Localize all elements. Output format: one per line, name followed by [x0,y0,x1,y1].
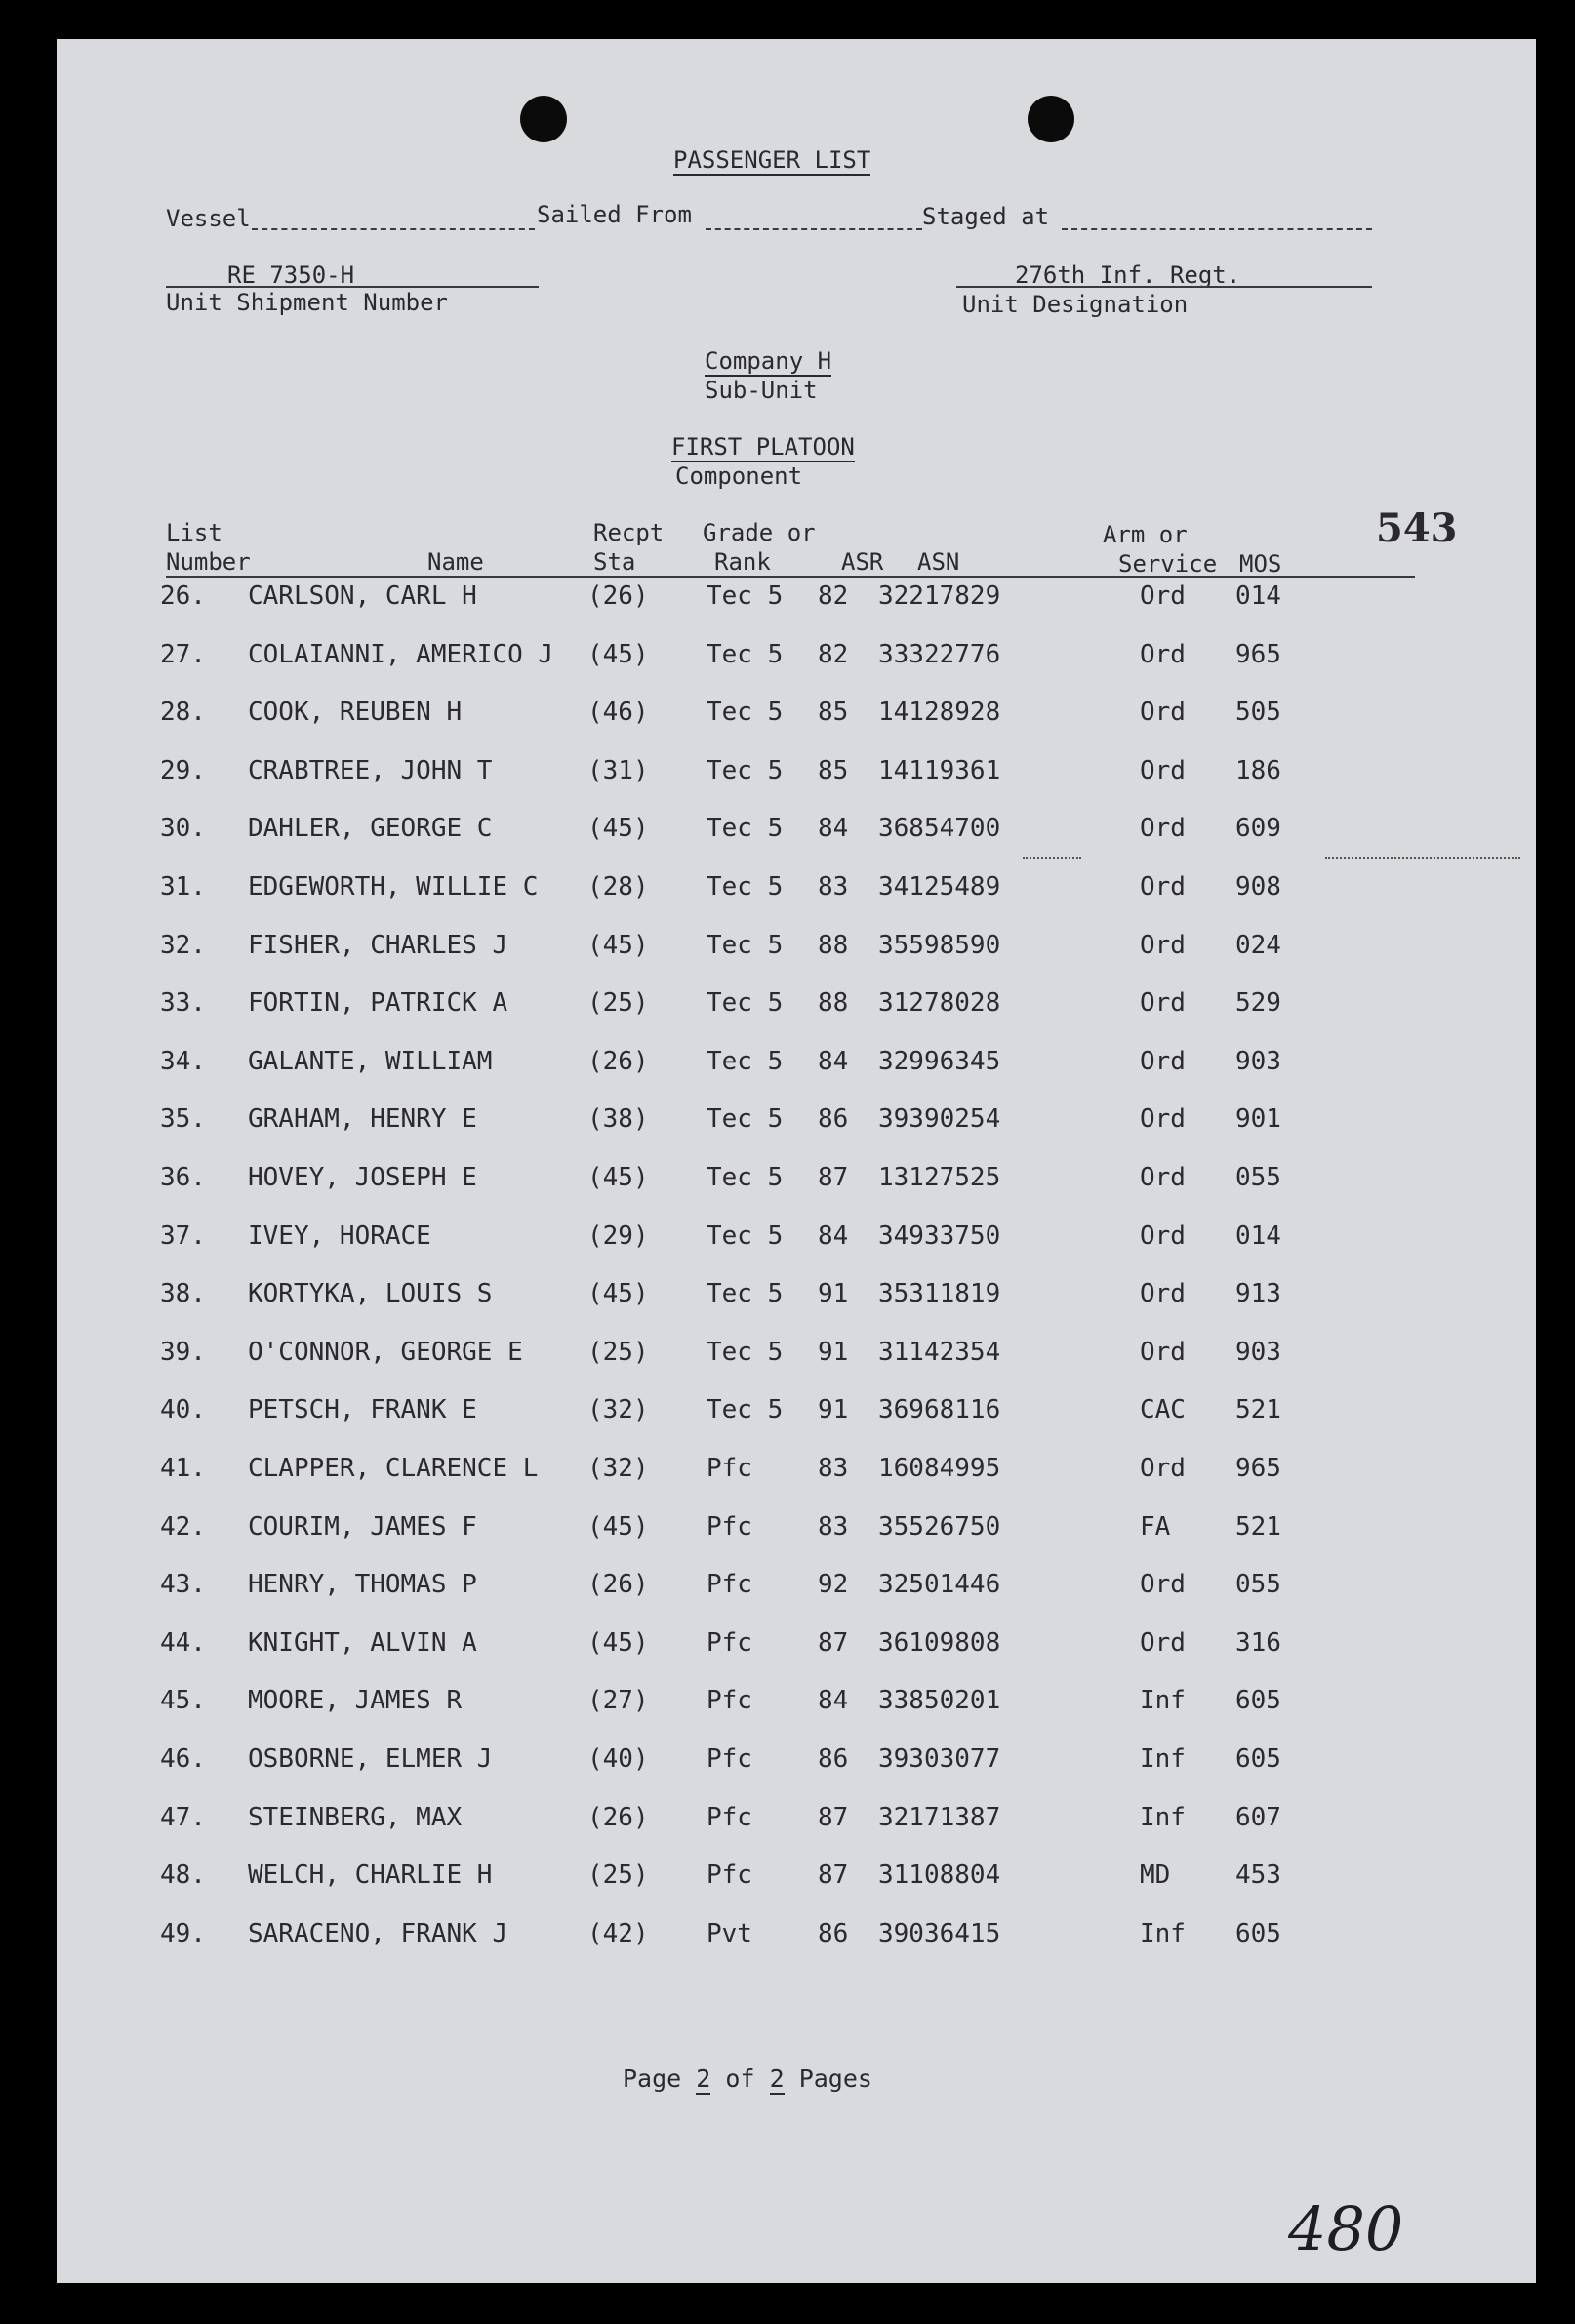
row-asn: 36109808 [878,1627,1001,1658]
row-asn: 36854700 [878,814,1001,844]
row-asn: 39036415 [878,1918,1001,1948]
row-recpt-sta: (45) [587,1627,649,1658]
row-recpt-sta: (42) [587,1918,649,1948]
row-asr: 91 [818,1395,849,1425]
row-rank: Tec 5 [707,698,784,728]
unit-shipment-number: RE 7350-H [227,261,355,289]
row-list-number: 36. [160,1163,206,1192]
row-rank: Tec 5 [707,755,784,785]
row-recpt-sta: (45) [587,814,649,844]
col-recpt-line2: Sta [593,548,636,576]
pages-word: Pages [798,2064,872,2093]
stray-mark [1023,857,1081,859]
row-asn: 31142354 [878,1337,1001,1367]
row-rank: Tec 5 [707,1337,784,1367]
unit-designation-underline [956,286,1372,288]
row-rank: Tec 5 [707,639,784,669]
col-arm-line2: Service [1118,550,1218,578]
col-grade-line1: Grade or [703,519,816,546]
row-asr: 83 [818,872,849,902]
row-arm-service: Ord [1140,1163,1186,1192]
row-asn: 31278028 [878,988,1001,1019]
sub-unit-value: Company H [705,347,832,375]
row-name: HENRY, THOMAS P [248,1570,477,1600]
row-mos: 529 [1235,988,1281,1019]
row-asn: 13127525 [878,1163,1001,1192]
unit-designation-label: Unit Designation [962,291,1189,318]
row-asn: 35311819 [878,1279,1001,1309]
row-asn: 39390254 [878,1104,1001,1135]
row-recpt-sta: (28) [587,872,649,902]
row-recpt-sta: (26) [587,1802,649,1832]
row-arm-service: Inf [1140,1918,1186,1948]
vessel-label: Vessel [166,205,251,232]
sailed-from-label: Sailed From [537,201,692,228]
row-name: KNIGHT, ALVIN A [248,1627,477,1658]
row-rank: Tec 5 [707,1104,784,1135]
row-name: COOK, REUBEN H [248,698,463,728]
row-mos: 903 [1235,1337,1281,1367]
row-recpt-sta: (25) [587,988,649,1019]
row-asr: 88 [818,988,849,1019]
row-rank: Tec 5 [707,814,784,844]
row-asn: 33322776 [878,639,1001,669]
row-rank: Pfc [707,1511,752,1542]
row-arm-service: Ord [1140,1454,1186,1483]
row-asr: 88 [818,930,849,960]
row-list-number: 43. [160,1570,206,1600]
row-recpt-sta: (45) [587,930,649,960]
row-recpt-sta: (45) [587,1163,649,1192]
col-list-number-line1: List [166,519,222,546]
row-rank: Tec 5 [707,930,784,960]
row-name: O'CONNOR, GEORGE E [248,1337,523,1367]
punch-hole-left [520,96,567,142]
row-rank: Tec 5 [707,1046,784,1076]
row-arm-service: Ord [1140,1104,1186,1135]
row-recpt-sta: (31) [587,755,649,785]
row-asn: 34125489 [878,872,1001,902]
col-grade-line2: Rank [714,548,771,576]
row-name: WELCH, CHARLIE H [248,1861,493,1891]
sub-unit-label: Sub-Unit [705,377,818,404]
row-asn: 33850201 [878,1686,1001,1716]
row-asr: 91 [818,1337,849,1367]
row-name: PETSCH, FRANK E [248,1395,477,1425]
row-asr: 87 [818,1627,849,1658]
row-rank: Tec 5 [707,872,784,902]
row-asn: 32996345 [878,1046,1001,1076]
row-name: GALANTE, WILLIAM [248,1046,493,1076]
row-arm-service: CAC [1140,1395,1186,1425]
row-arm-service: Ord [1140,872,1186,902]
row-arm-service: MD [1140,1861,1171,1891]
row-rank: Pfc [707,1802,752,1832]
row-name: COURIM, JAMES F [248,1511,477,1542]
row-asn: 32171387 [878,1802,1001,1832]
row-mos: 605 [1235,1686,1281,1716]
row-asr: 83 [818,1511,849,1542]
row-asn: 35526750 [878,1511,1001,1542]
row-mos: 901 [1235,1104,1281,1135]
row-asr: 83 [818,1454,849,1483]
page-word: Page [623,2064,682,2093]
row-mos: 605 [1235,1918,1281,1948]
row-asr: 86 [818,1744,849,1774]
row-mos: 186 [1235,755,1281,785]
row-list-number: 45. [160,1686,206,1716]
row-list-number: 44. [160,1627,206,1658]
handwritten-number: 480 [1288,2193,1404,2264]
row-mos: 965 [1235,1454,1281,1483]
row-mos: 607 [1235,1802,1281,1832]
vessel-blank-line [252,228,535,230]
row-list-number: 30. [160,814,206,844]
row-name: SARACENO, FRANK J [248,1918,508,1948]
row-arm-service: Inf [1140,1802,1186,1832]
row-asr: 84 [818,1221,849,1251]
row-arm-service: Ord [1140,1046,1186,1076]
punch-hole-right [1028,96,1074,142]
row-recpt-sta: (38) [587,1104,649,1135]
row-rank: Pfc [707,1744,752,1774]
row-arm-service: Ord [1140,814,1186,844]
row-mos: 903 [1235,1046,1281,1076]
document-title: PASSENGER LIST [673,146,871,174]
row-asn: 34933750 [878,1221,1001,1251]
row-mos: 505 [1235,698,1281,728]
row-list-number: 32. [160,930,206,960]
row-mos: 014 [1235,1221,1281,1251]
row-name: EDGEWORTH, WILLIE C [248,872,539,902]
row-name: STEINBERG, MAX [248,1802,463,1832]
row-rank: Pfc [707,1570,752,1600]
row-name: IVEY, HORACE [248,1221,431,1251]
row-mos: 605 [1235,1744,1281,1774]
row-recpt-sta: (32) [587,1395,649,1425]
row-recpt-sta: (26) [587,1570,649,1600]
row-arm-service: Ord [1140,755,1186,785]
row-recpt-sta: (32) [587,1454,649,1483]
row-arm-service: Ord [1140,1221,1186,1251]
row-rank: Tec 5 [707,1221,784,1251]
row-recpt-sta: (25) [587,1337,649,1367]
row-name: DAHLER, GEORGE C [248,814,493,844]
row-mos: 024 [1235,930,1281,960]
row-arm-service: Inf [1140,1686,1186,1716]
row-list-number: 40. [160,1395,206,1425]
col-recpt-line1: Recpt [593,519,665,546]
row-name: FISHER, CHARLES J [248,930,508,960]
row-list-number: 31. [160,872,206,902]
page-stamp-number: 543 [1376,505,1458,551]
row-arm-service: Ord [1140,639,1186,669]
row-rank: Pfc [707,1686,752,1716]
row-list-number: 38. [160,1279,206,1309]
row-asn: 32501446 [878,1570,1001,1600]
row-rank: Pfc [707,1454,752,1483]
row-asr: 85 [818,755,849,785]
row-recpt-sta: (25) [587,1861,649,1891]
row-recpt-sta: (46) [587,698,649,728]
row-arm-service: Ord [1140,581,1186,611]
row-asr: 84 [818,814,849,844]
row-mos: 014 [1235,581,1281,611]
row-asn: 32217829 [878,581,1001,611]
row-mos: 965 [1235,639,1281,669]
row-arm-service: Ord [1140,1279,1186,1309]
row-list-number: 42. [160,1511,206,1542]
col-asn: ASN [917,548,960,576]
row-asn: 39303077 [878,1744,1001,1774]
row-arm-service: Ord [1140,698,1186,728]
row-recpt-sta: (45) [587,639,649,669]
row-asn: 31108804 [878,1861,1001,1891]
page-current: 2 [696,2064,711,2093]
row-name: KORTYKA, LOUIS S [248,1279,493,1309]
row-recpt-sta: (29) [587,1221,649,1251]
row-name: CARLSON, CARL H [248,581,477,611]
row-list-number: 34. [160,1046,206,1076]
row-asr: 82 [818,581,849,611]
col-asr: ASR [841,548,884,576]
row-mos: 316 [1235,1627,1281,1658]
row-asr: 84 [818,1046,849,1076]
row-name: OSBORNE, ELMER J [248,1744,493,1774]
document-page [57,39,1536,2283]
row-rank: Pvt [707,1918,752,1948]
sailed-from-blank-line [706,228,922,230]
row-asr: 92 [818,1570,849,1600]
row-asn: 35598590 [878,930,1001,960]
row-list-number: 29. [160,755,206,785]
row-asr: 85 [818,698,849,728]
row-list-number: 46. [160,1744,206,1774]
row-list-number: 48. [160,1861,206,1891]
staged-at-label: Staged at [922,203,1050,230]
row-list-number: 49. [160,1918,206,1948]
row-mos: 453 [1235,1861,1281,1891]
row-asr: 86 [818,1104,849,1135]
row-name: MOORE, JAMES R [248,1686,463,1716]
row-name: GRAHAM, HENRY E [248,1104,477,1135]
stray-mark [1325,857,1520,859]
page-footer [623,2064,872,2093]
row-arm-service: Ord [1140,930,1186,960]
col-arm-line1: Arm or [1103,521,1188,548]
col-name: Name [427,548,484,576]
of-word: of [725,2064,755,2093]
row-rank: Tec 5 [707,988,784,1019]
row-list-number: 35. [160,1104,206,1135]
row-mos: 609 [1235,814,1281,844]
component-value: FIRST PLATOON [671,433,855,461]
row-list-number: 27. [160,639,206,669]
row-asn: 16084995 [878,1454,1001,1483]
row-mos: 521 [1235,1395,1281,1425]
col-list-number-line2: Number [166,548,251,576]
row-mos: 913 [1235,1279,1281,1309]
row-recpt-sta: (45) [587,1511,649,1542]
row-name: FORTIN, PATRICK A [248,988,508,1019]
page-total: 2 [769,2064,785,2093]
row-arm-service: Ord [1140,1337,1186,1367]
row-list-number: 28. [160,698,206,728]
row-name: CRABTREE, JOHN T [248,755,493,785]
row-recpt-sta: (45) [587,1279,649,1309]
row-rank: Tec 5 [707,1163,784,1192]
row-arm-service: FA [1140,1511,1171,1542]
row-asr: 82 [818,639,849,669]
row-asr: 87 [818,1861,849,1891]
row-arm-service: Ord [1140,1627,1186,1658]
row-asn: 36968116 [878,1395,1001,1425]
row-arm-service: Inf [1140,1744,1186,1774]
row-list-number: 39. [160,1337,206,1367]
row-mos: 055 [1235,1163,1281,1192]
row-list-number: 33. [160,988,206,1019]
row-list-number: 37. [160,1221,206,1251]
row-asr: 87 [818,1163,849,1192]
unit-shipment-number-label: Unit Shipment Number [166,289,448,316]
row-asr: 86 [818,1918,849,1948]
unit-shipment-underline [166,286,539,288]
col-mos: MOS [1239,550,1282,578]
row-rank: Pfc [707,1627,752,1658]
row-list-number: 41. [160,1454,206,1483]
row-recpt-sta: (26) [587,1046,649,1076]
row-asn: 14119361 [878,755,1001,785]
row-rank: Tec 5 [707,581,784,611]
unit-designation: 276th Inf. Regt. [1015,261,1241,289]
staged-at-blank-line [1062,228,1372,230]
row-recpt-sta: (40) [587,1744,649,1774]
header-underline [166,576,1415,578]
row-list-number: 26. [160,581,206,611]
row-mos: 521 [1235,1511,1281,1542]
row-recpt-sta: (27) [587,1686,649,1716]
row-recpt-sta: (26) [587,581,649,611]
component-label: Component [675,462,803,490]
row-asr: 84 [818,1686,849,1716]
row-mos: 908 [1235,872,1281,902]
row-asr: 91 [818,1279,849,1309]
row-mos: 055 [1235,1570,1281,1600]
row-arm-service: Ord [1140,988,1186,1019]
row-asr: 87 [818,1802,849,1832]
row-rank: Tec 5 [707,1279,784,1309]
row-rank: Pfc [707,1861,752,1891]
row-name: HOVEY, JOSEPH E [248,1163,477,1192]
row-arm-service: Ord [1140,1570,1186,1600]
row-asn: 14128928 [878,698,1001,728]
row-list-number: 47. [160,1802,206,1832]
row-name: COLAIANNI, AMERICO J [248,639,554,669]
row-rank: Tec 5 [707,1395,784,1425]
row-name: CLAPPER, CLARENCE L [248,1454,539,1483]
